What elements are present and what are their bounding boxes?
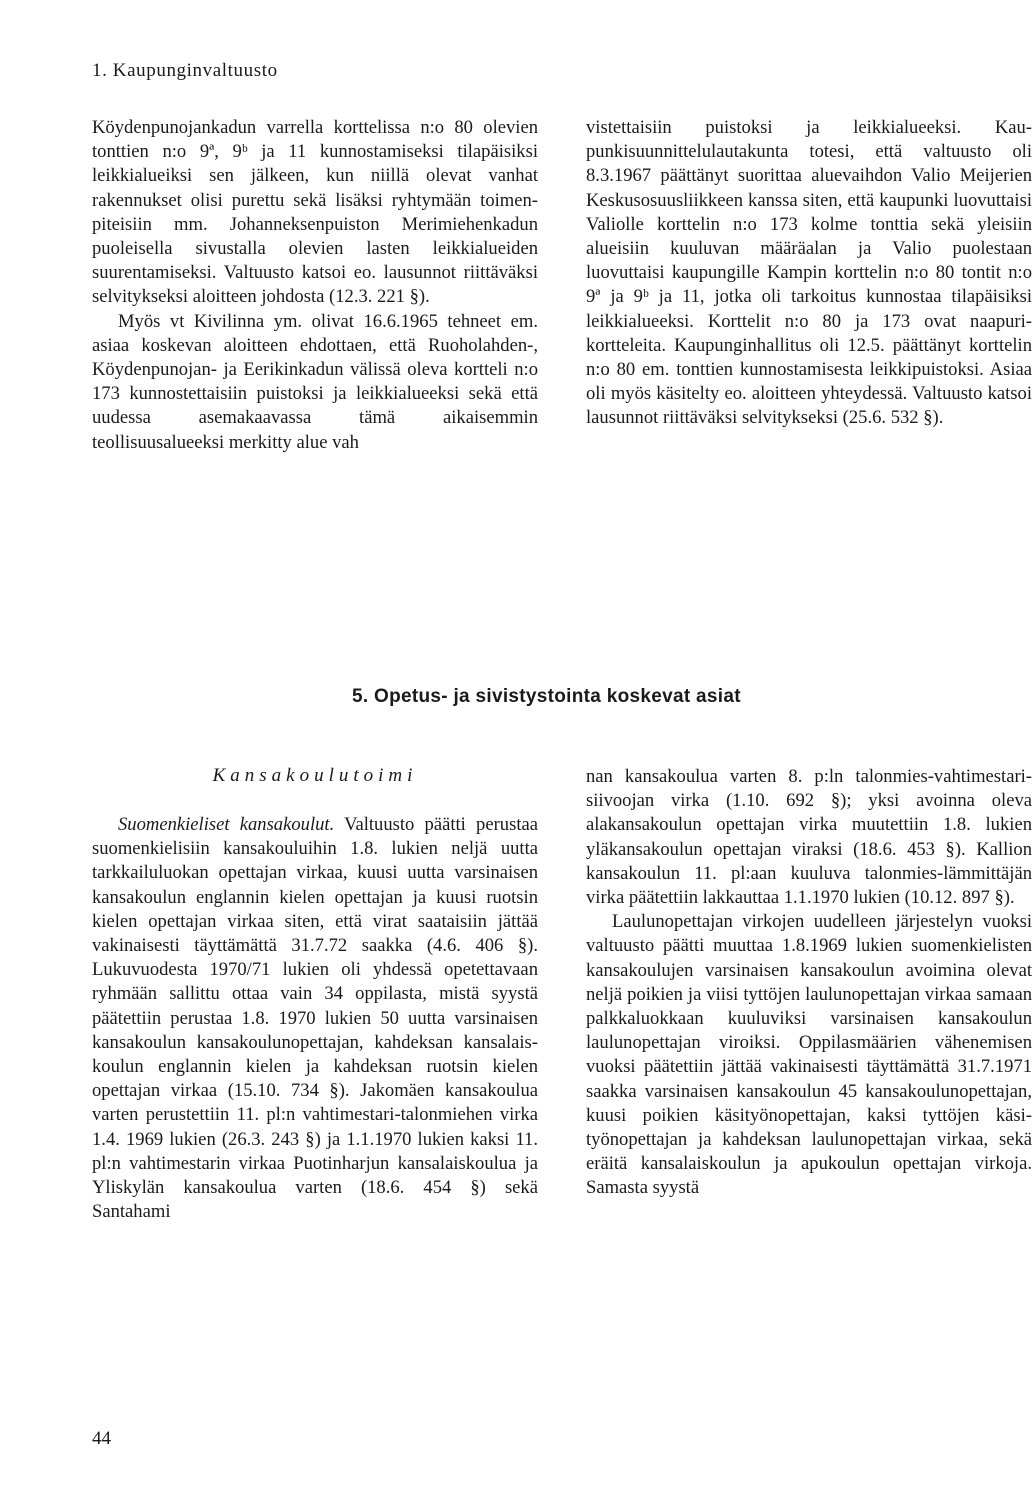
sub-heading: Kansakoulutoimi bbox=[212, 765, 418, 786]
column-top-left bbox=[92, 116, 538, 455]
column-bottom-left bbox=[92, 813, 538, 1224]
column-top-right bbox=[586, 116, 1032, 431]
page-number: 44 bbox=[92, 1428, 111, 1449]
paragraph-lead: Suomenkieliset kansakoulut. bbox=[118, 814, 335, 835]
running-head: 1. Kaupunginvaltuusto bbox=[92, 60, 278, 81]
paragraph-text: Valtuusto päätti perustaa suomenkielisiin kansakouluihin 1.8. lukien neljä uutta tarkkailuluokan opettajan virkaa, kuusi uutta varsinaisen kansakoulun englannin kielen opettajan ja kuusi ruotsin kielen opettajan virkaa siten, että virat saataisiin jättää vakinaisesti täyttämättä 31.7.72 saakka (4.6. 406 §). Lukuvuodesta 1970/71 lukien oli yhdessä opetettavaan ryhmään sallittu ottaa vain 34 oppilasta, mistä syystä päätettiin perustaa 1.8. 1970 lukien 50 uutta varsinaisen kansakoulun kansakoulunopettajan, kahdeksan kansalaiskoulun englannin kielen ja kahdeksan ruotsin kielen opettajan virkaa (15.10. 734 §). Jakomäen kansakoulua varten perustettiin 11. pl:n vahtimestari-talonmiehen virka 1.4. 1969 lukien (26.3. 243 §) ja 1.1.1970 lukien kaksi 11. pl:n vahtimestarin virkaa Puotinharjun kansalaiskoulua ja Yliskylän kansakoulua varten (18.6. 454 §) sekä Santahami bbox=[92, 814, 538, 1223]
paragraph: Köydenpunojankadun varrella korttelissa n:o 80 olevien tonttien n:o 9ª, 9ᵇ ja 11 kunnostamiseksi tilapäisiksi leikkialueiksi sen jälkeen, kun niillä olevat vanhat rakennukset olisi purettu sekä lisäksi ryhtymään toimenpiteisiin mm. Johanneksenpuiston Merimiehenkadun puoleisella sivustalla olevien lasten leikkialueiden suurentamiseksi. Valtuusto katsoi eo. lausunnot riittäväksi selvitykseksi aloitteen johdosta (12.3. 221 §). bbox=[92, 117, 538, 308]
paragraph: nan kansakoulua varten 8. p:ln talonmies-vahtimestari-siivoojan virka (1.10. 692 §); yksi avoinna oleva alakansakoulun opettajan virka muutettiin 1.8. lukien yläkansakoulun opettajan viraksi (18.6. 453 §). Kallion kansakoulun 11. pl:aan kuuluva talonmies-lämmittäjän virka päätettiin lakkauttaa 1.1.1970 lukien (10.12. 897 §). bbox=[586, 766, 1032, 909]
paragraph: Laulunopettajan virkojen uudelleen järjestelyn vuoksi valtuusto päätti muuttaa 1.8.1969 lukien suomenkielisten kansakoulujen varsinaisen kansakoulun avoimina olevat neljä poikien ja viisi tyttöjen laulunopettajan virkaa samaan palkkaluokkaan kuuluviksi varsinaisen kansakoulun laulunopettajan viroiksi. Oppilasmäärien vähenemisen vuoksi päätettiin jättää vakinaisesti täyttämättä 31.7.1971 saakka varsinaisen kansakoulun 45 kansakoulunopettajan, kuusi poikien käsityönopettajan, kaksi tyttöjen käsityönopettajan ja kahdeksan laulunopettajan virkaa, sekä eräitä kansalaiskoulun ja apukoulun opettajan virkoja. Samasta syystä bbox=[586, 911, 1032, 1199]
paragraph bbox=[92, 813, 538, 1224]
paragraph: vistettaisiin puistoksi ja leikkialueeksi. Kaupunkisuunnittelulautakunta totesi, että valtuusto oli 8.3.1967 päättänyt suorittaa aluevaihdon Valio Meijerien Keskusosuusliikkeen kanssa siten, että kaupunki luovuttaisi Valiolle korttelin n:o 173 kolme tonttia sekä yleisiin alueisiin kuuluvan määräalan ja Valio puolestaan luovuttaisi kaupungille Kampin korttelin n:o 80 tontit n:o 9ª ja 9ᵇ ja 11, jotka oli tarkoitus kunnostaa tilapäisiksi leikkialueeksi. Korttelit n:o 80 ja 173 ovat naapurikortteleita. Kaupunginhallitus oli 12.5. päättänyt korttelin n:o 80 em. tonttien kunnostamisesta leikkipuistoksi. Asiaa oli myös käsitelty eo. aloitteen yhteydessä. Valtuusto katsoi lausunnot riittäväksi selvitykseksi (25.6. 532 §). bbox=[586, 117, 1032, 429]
column-bottom-right bbox=[586, 765, 1032, 1201]
paragraph: Myös vt Kivilinna ym. olivat 16.6.1965 tehneet em. asiaa koskevan aloitteen ehdottaen, että Ruoholahden-, Köydenpunojan- ja Eerikinkadun välissä oleva kortteli n:o 173 kunnostettaisiin puistoksi ja leikkialueeksi sekä että uudessa asemakaavassa tämä aikaisemmin teollisuusalueeksi merkitty alue vah bbox=[92, 310, 538, 453]
section-heading: 5. Opetus- ja sivistystointa koskevat asiat bbox=[352, 686, 741, 707]
